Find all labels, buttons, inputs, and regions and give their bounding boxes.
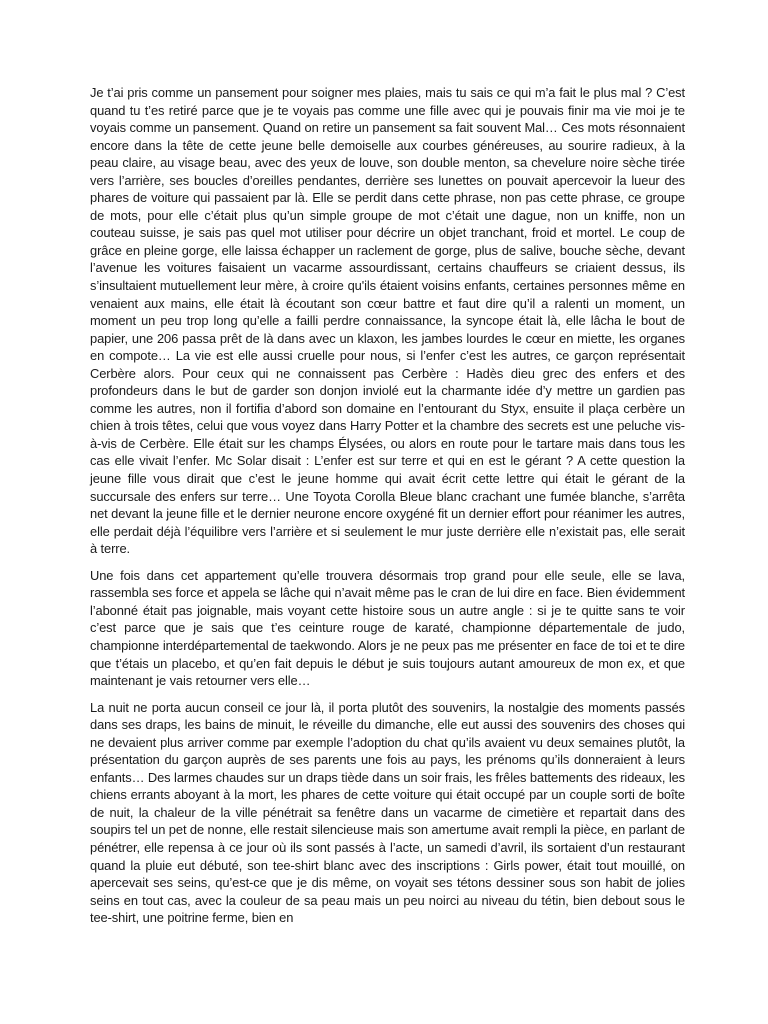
paragraph: La nuit ne porta aucun conseil ce jour là, il porta plutôt des souvenirs, la nostalgie des moments passés dans ses draps, les bains de minuit, le réveille du dimanche, elle eut aussi des souvenirs des choses qui ne devaient plus arriver comme par exemple l’adoption du chat qu’ils avaient vu deux semaines plutôt, la présentation du garçon auprès de ses parents une fois au pays, les prénoms qu’ils donneraient à leurs enfants… Des larmes chaudes sur un draps tiède dans un soir frais, les frêles battements des rideaux, les chiens errants aboyant à la mort, les phares de cette voiture qui était occupé par un couple sorti de boîte de nuit, la chaleur de la ville pénétrait sa fenêtre dans un vacarme de cimetière et repartait dans des soupirs tel un pet de nonne, elle restait silencieuse mais son amertume avait rempli la pièce, en parlant de pénétrer, elle repensa à ce jour où ils sont passés à l’acte, un samedi d’avril, ils sortaient d’un restaurant quand la pluie eut débuté, son tee-shirt blanc avec des inscriptions : Girls power, était tout mouillé, on apercevait ses seins, qu’est-ce que je dis même, on voyait ses tétons dessiner sous son habit de jolies seins en tout cas, avec la couleur de sa peau mais un peu noirci au niveau du tétin, bien debout sous le tee-shirt, une poitrine ferme, bien en xyxy=(90,699,685,926)
paragraph: Je t’ai pris comme un pansement pour soigner mes plaies, mais tu sais ce qui m’a fait le plus mal ? C’est quand tu t’es retiré parce que je te voyais pas comme une fille avec qui je pouvais finir ma vie moi je te voyais comme un pansement. Quand on retire un pansement sa fait souvent Mal… Ces mots résonnaient encore dans la tête de cette jeune belle demoiselle aux courbes généreuses, au sourire radieux, à la peau claire, au visage beau, avec des yeux de louve, son double menton, sa chevelure noire sèche tirée vers l’arrière, ses boucles d’oreilles pendantes, derrière ses lunettes on pouvait apercevoir la lueur des phares de voiture qui passaient par là. Elle se perdit dans cette phrase, non pas cette phrase, ce groupe de mots, pour elle c’était plus qu’un simple groupe de mot c’était une dague, non un kniffe, non un couteau suisse, je sais pas quel mot utiliser pour décrire un objet tranchant, froid et mortel. Le coup de grâce en pleine gorge, elle laissa échapper un raclement de gorge, plus de salive, bouche sèche, devant l’avenue les voitures faisaient un vacarme assourdissant, certains chauffeurs se criaient dessus, ils s’insultaient mutuellement leur mère, à croire qu'ils étaient voisins enfants, certaines personnes même en venaient aux mains, elle était là écoutant son cœur battre et faut dire qu’il a ralenti un moment, un moment un peu trop long qu’elle a failli perdre connaissance, la syncope était là, elle lâcha le bout de papier, une 206 passa prêt de là dans avec un klaxon, les jambes lourdes le cœur en miette, les organes en compote… La vie est elle aussi cruelle pour nous, si l’enfer c’est les autres, ce garçon représentait Cerbère alors. Pour ceux qui ne connaissent pas Cerbère : Hadès dieu grec des enfers et des profondeurs dans le but de garder son donjon inviolé eut la charmante idée d’y mettre un gardien pas comme les autres, non il fortifia d’abord son domaine en l’entourant du Styx, ensuite il plaça cerbère un chien à trois têtes, celui que vous voyez dans Harry Potter et la chambre des secrets est une peluche vis-à-vis de Cerbère. Elle était sur les champs Élysées, ou alors en route pour le tartare mais dans tous les cas elle vivait l’enfer. Mc Solar disait : L’enfer est sur terre et qui en est le gérant ? A cette question la jeune fille vous dirait que c’est le jeune homme qui avait écrit cette lettre qui était le gérant de la succursale des enfers sur terre… Une Toyota Corolla Bleue blanc crachant une fumée blanche, s’arrêta net devant la jeune fille et le dernier neurone encore oxygéné fit un dernier effort pour réanimer les autres, elle perdait déjà l’équilibre vers l’arrière et si seulement le mur juste derrière elle n’existait pas, elle serait à terre. xyxy=(90,85,685,557)
document-page xyxy=(90,84,685,936)
paragraph: Une fois dans cet appartement qu’elle trouvera désormais trop grand pour elle seule, elle se lava, rassembla ses force et appela se lâche qui n’avait même pas le cran de lui dire en face. Bien évidemment l’abonné était pas joignable, mais voyant cette histoire sous un autre angle : si je te quitte sans te voir c’est parce que je sais que t’es ceinture rouge de karaté, championne départementale de judo, championne interdépartemental de taekwondo. Alors je ne peux pas me présenter en face de toi et te dire que t’étais un placebo, et qu’en fait depuis le début je suis toujours autant amoureux de mon ex, et que maintenant je vais retourner vers elle… xyxy=(90,567,685,689)
